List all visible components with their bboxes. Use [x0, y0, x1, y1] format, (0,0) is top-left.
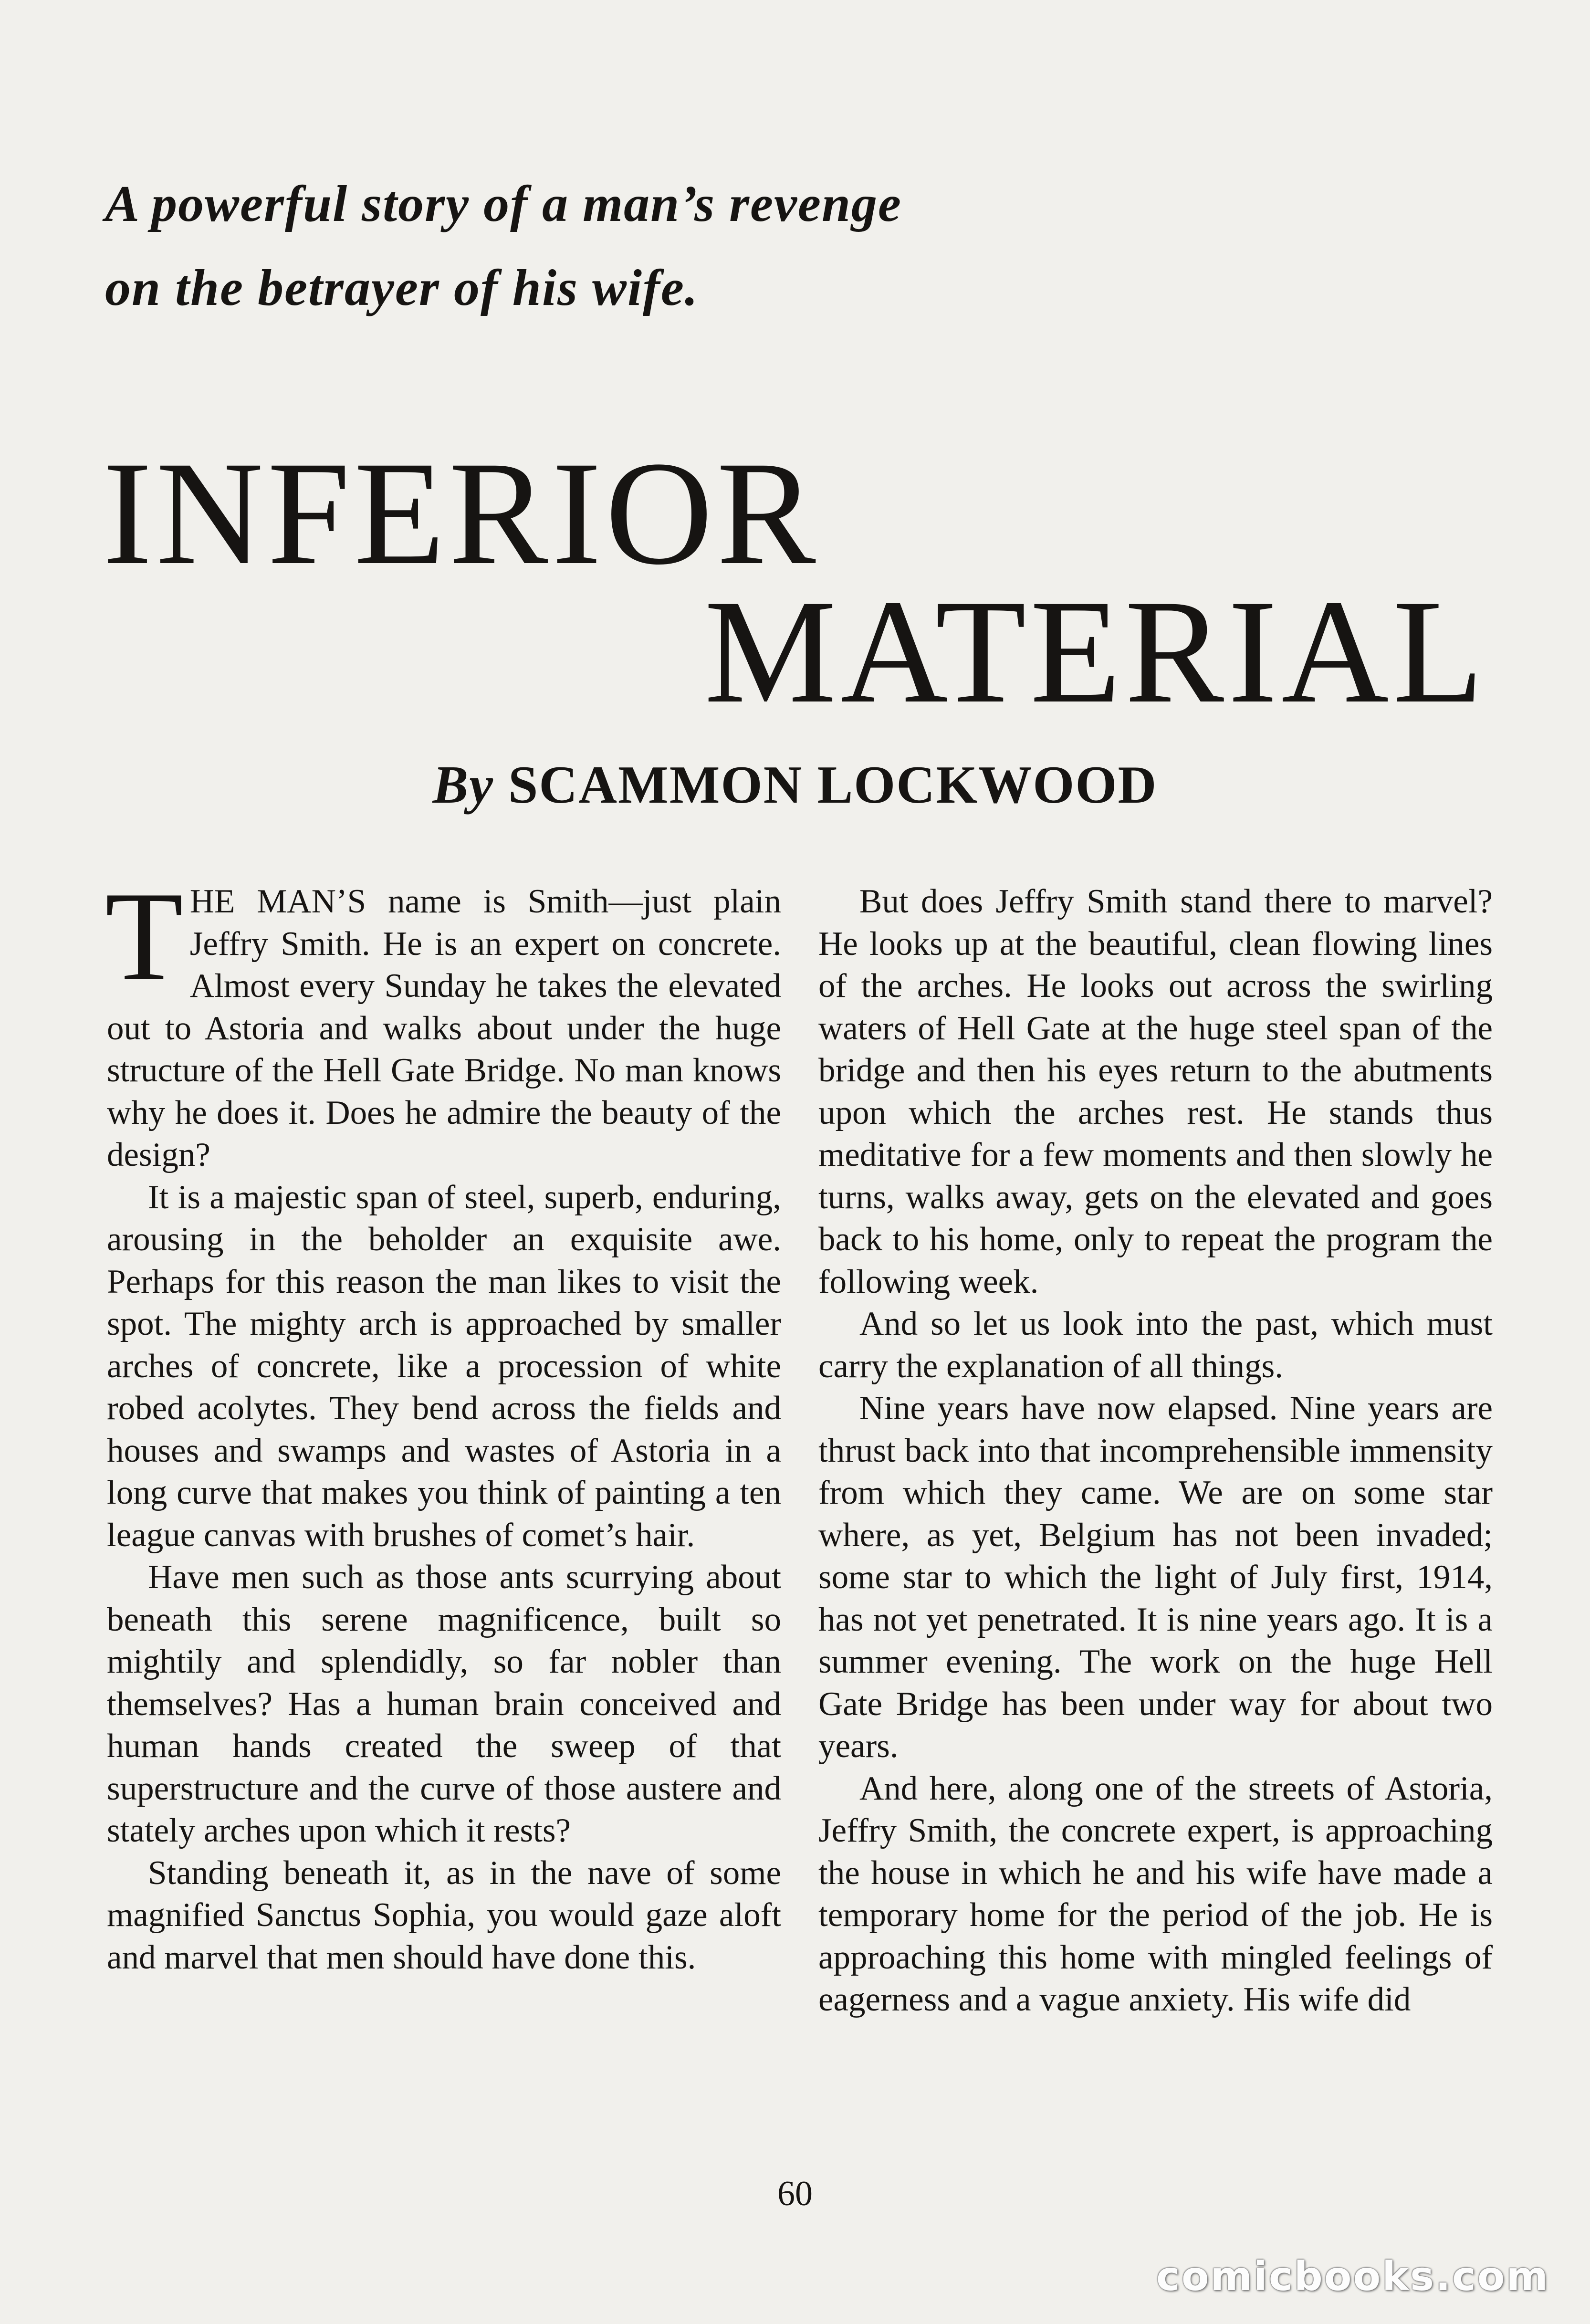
paragraph: Nine years have now elapsed. Nine years are thrust back into that incomprehensible immensity from which they came. We are on some star where, as yet, Belgium has not been invaded; some star to which the light of July first, 1914, has not yet penetrated. It is nine years ago. It is a summer evening. The work on the huge Hell Gate Bridge has been under way for about two years.	[818, 1390, 1493, 1765]
tagline	[105, 162, 1250, 330]
tagline-line-2: on the betrayer of his wife.	[105, 260, 699, 316]
paragraph: And here, along one of the streets of Astoria, Jeffry Smith, the concrete expert, is approaching the house in which he and his wife have made a temporary home for the period of the job. He is approaching this home with mingled feelings of eagerness and a vague anxiety. His wife did	[818, 1769, 1493, 2018]
tagline-line-1: A powerful story of a man’s revenge	[105, 176, 902, 232]
byline	[0, 752, 1590, 818]
paragraph: Have men such as those ants scurrying about beneath this serene magnificence, built so mightily and splendidly, so far nobler than themselves? Has a human brain conceived and human hands created the sweep of that superstructure and the curve of those austere and stately arches upon which it rests?	[107, 1559, 781, 1849]
text-column-right	[818, 880, 1493, 2021]
paragraph: It is a majestic span of steel, superb, enduring, arousing in the beholder an exquisite awe. Perhaps for this reason the man likes to visit the spot. The mighty arch is approached by smaller arches of concrete, like a procession of white robed acolytes. They bend across the fields and houses and swamps and wastes of Astoria in a long curve that makes you think of painting a ten league canvas with brushes of comet’s hair.	[107, 1178, 781, 1554]
paragraph: But does Jeffry Smith stand there to marvel? He looks up at the beautiful, clean flowing lines of the arches. He looks out across the swirling waters of Hell Gate at the huge steel span of the bridge and then his eyes return to the abutments upon which the arches rest. He stands thus meditative for a few moments and then slowly he turns, walks away, gets on the elevated and goes back to his home, only to repeat the program the following week.	[818, 883, 1493, 1300]
byline-prefix: By	[432, 755, 494, 815]
paragraph: And so let us look into the past, which must carry the explanation of all things.	[818, 1305, 1493, 1385]
text-column-left	[105, 865, 781, 1979]
paragraph: Standing beneath it, as in the nave of some magnified Sanctus Sophia, you would gaze aloft and marvel that men should have done this.	[107, 1854, 781, 1976]
page-number: 60	[777, 2174, 813, 2213]
watermark-logo: comicbooks.com	[1156, 2253, 1549, 2300]
story-title-line-1: INFERIOR	[103, 431, 820, 596]
paragraph-text: HE MAN’S name is Smith—just plain Jeffry Smith. He is an expert on concrete. Almost every Sunday he takes the elevated out to Astoria and walks about under the huge structure of the Hell Gate Bridge. No man knows why he does it. Does he admire the beauty of the design?	[107, 883, 781, 1173]
drop-cap: T	[105, 865, 183, 1007]
story-title-line-2: MATERIAL	[704, 569, 1487, 734]
paragraph	[105, 865, 781, 1176]
byline-author: SCAMMON LOCKWOOD	[508, 755, 1158, 815]
